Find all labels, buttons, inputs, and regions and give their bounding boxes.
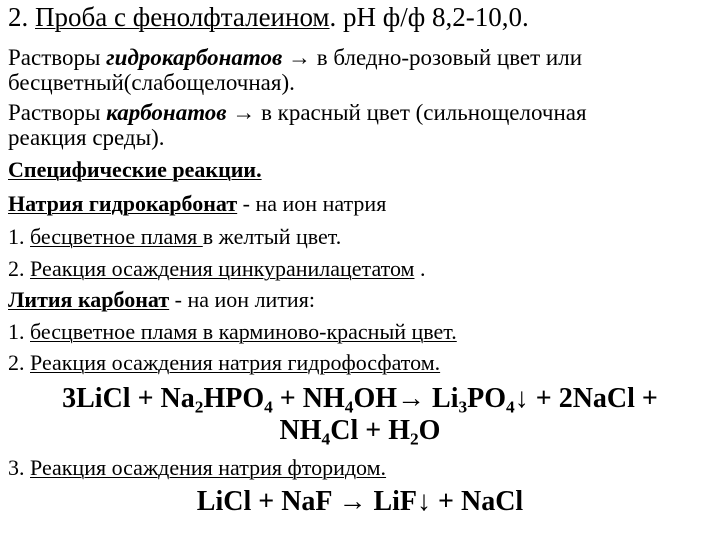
- sodium-heading: Натрия гидрокарбонат - на ион натрия: [8, 191, 387, 216]
- hydrocarbonates-term: гидрокарбонатов: [106, 45, 283, 70]
- sodium-item-1: 1. бесцветное пламя в желтый цвет.: [8, 224, 342, 249]
- sodium-heading-term: Натрия гидрокарбонат: [8, 191, 238, 216]
- equation-2: LiCl + NaF → LiF↓ + NaCl: [196, 486, 524, 517]
- lithium-heading: Лития карбонат - на ион лития:: [8, 287, 315, 312]
- hydrocarbonates-line2: бесцветный(слабощелочная).: [8, 70, 295, 95]
- equation-1-line1: 3LiCl + $Na_2HPO_4 + NH_4OH\to$ $Li_3PO_4↓$ + 2NaCl +: [62, 383, 658, 417]
- lithium-heading-term: Лития карбонат: [8, 287, 170, 312]
- carbonates-line1: Растворы карбонатов → в красный цвет (сильнощелочная: [8, 100, 587, 125]
- lithium-item-2: 2. Реакция осаждения натрия гидрофосфатом.: [8, 350, 441, 375]
- equation-1-line2: $NH_4Cl + H_2O$: [279, 415, 441, 449]
- title-label: Проба с фенолфталеином: [35, 2, 330, 32]
- specific-reactions-heading: Специфические реакции.: [8, 157, 262, 182]
- title-number: 2.: [8, 2, 29, 32]
- carbonates-term: карбонатов: [106, 100, 227, 125]
- sodium-item-2: 2. Реакция осаждения цинкуранилацетатом .: [8, 256, 426, 281]
- carbonates-line2: реакция среды).: [8, 125, 165, 150]
- title-rest: . pH ф/ф 8,2-10,0.: [329, 2, 529, 32]
- hydrocarbonates-line1: Растворы гидрокарбонатов → в бледно-розовый цвет или: [8, 45, 583, 70]
- slide-title: [8, 3, 529, 31]
- lithium-item-1: 1. бесцветное пламя в карминово-красный цвет.: [8, 319, 457, 344]
- lithium-item-3: 3. Реакция осаждения натрия фторидом.: [8, 455, 387, 480]
